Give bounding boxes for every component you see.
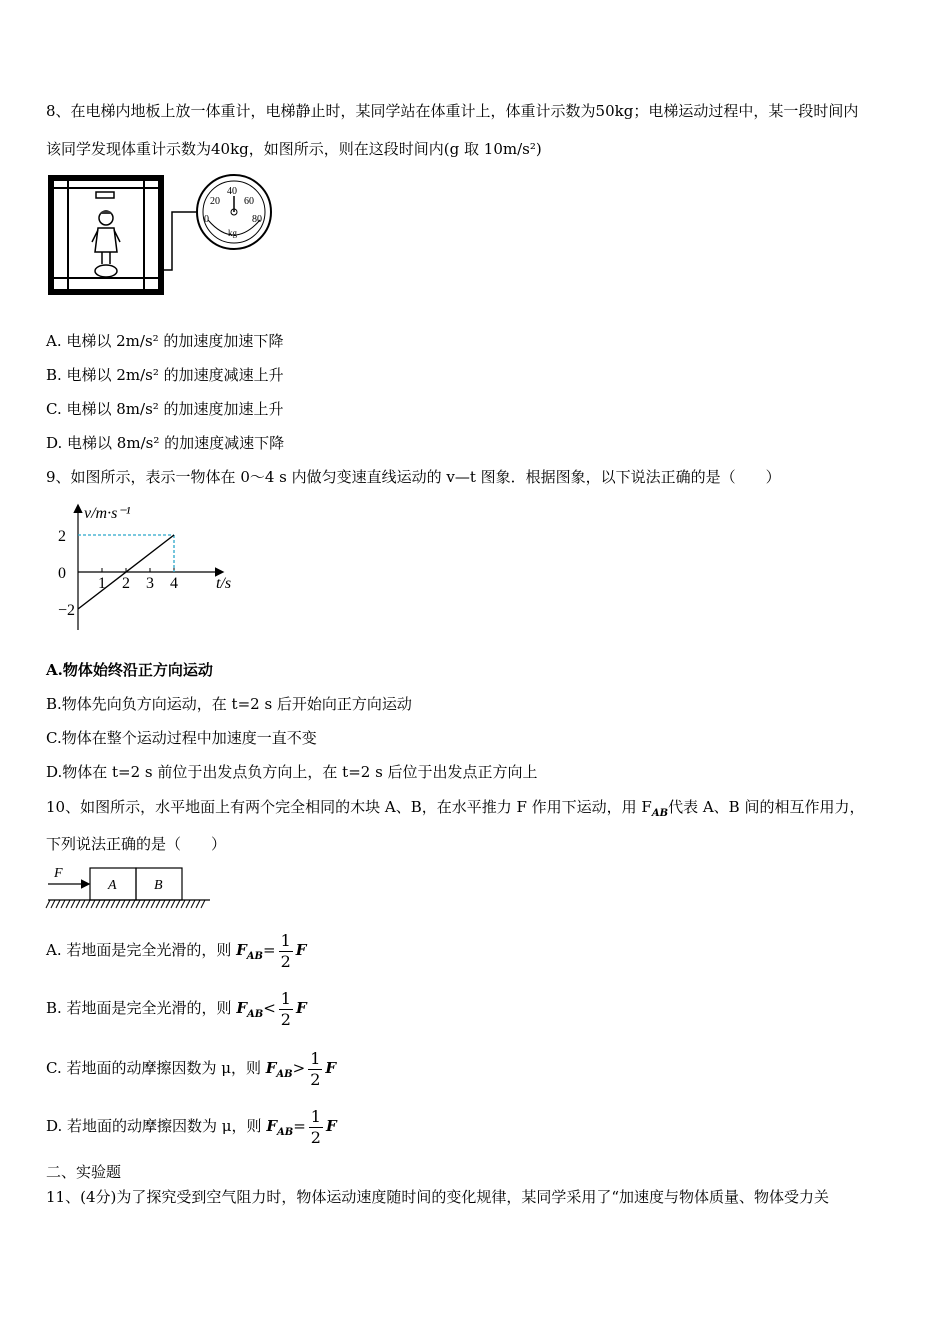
- y-tick-label: −2: [58, 602, 76, 619]
- svg-text:kg: kg: [228, 228, 237, 238]
- hatch-mark: [76, 900, 80, 908]
- hatch-mark: [51, 900, 55, 908]
- x-tick-label: 1: [98, 575, 106, 592]
- q8-option-b[interactable]: B. 电梯以 2m/s² 的加速度减速上升: [46, 366, 284, 384]
- q10-option-a[interactable]: A. 若地面是完全光滑的，则 $F_{AB}=$ $\frac{1}{2}$ F: [46, 930, 307, 971]
- svg-text:60: 60: [244, 196, 254, 207]
- hatch-mark: [61, 900, 65, 908]
- q10-stem-line2: 下列说法正确的是（ ）: [46, 835, 227, 853]
- hatch-mark: [181, 900, 185, 908]
- q8-option-c[interactable]: C. 电梯以 8m/s² 的加速度加速上升: [46, 400, 284, 418]
- hatch-mark: [136, 900, 140, 908]
- hatch-mark: [176, 900, 180, 908]
- hatch-mark: [171, 900, 175, 908]
- svg-text:0: 0: [204, 214, 209, 225]
- hatch-mark: [66, 900, 70, 908]
- q9-stem: 9、如图所示，表示一物体在 0～4 s 内做匀变速直线运动的 v—t 图象．根据图象，以下说法正确的是（ ）: [46, 468, 781, 486]
- q11-stem: 11、(4分)为了探究受到空气阻力时，物体运动速度随时间的变化规律，某同学采用了“加速度与物体质量、物体受力关: [46, 1188, 830, 1206]
- hatch-mark: [91, 900, 95, 908]
- svg-text:A: A: [108, 878, 117, 893]
- svg-text:80: 80: [252, 214, 262, 225]
- hatch-mark: [121, 900, 125, 908]
- hatch-mark: [146, 900, 150, 908]
- x-tick-label: 4: [170, 575, 178, 592]
- hatch-mark: [86, 900, 90, 908]
- svg-text:B: B: [154, 878, 163, 893]
- q9-option-c[interactable]: C.物体在整个运动过程中加速度一直不变: [46, 729, 317, 747]
- q10-option-c[interactable]: C. 若地面的动摩擦因数为 μ，则 $F_{AB}>$ $\frac{1}{2}$ F: [46, 1048, 337, 1089]
- hatch-mark: [191, 900, 195, 908]
- hatch-mark: [126, 900, 130, 908]
- hatch-mark: [166, 900, 170, 908]
- scale-platform: [95, 265, 117, 277]
- y-axis-label: v/m·s⁻¹: [84, 505, 131, 522]
- q9-option-b[interactable]: B.物体先向负方向运动，在 t=2 s 后开始向正方向运动: [46, 695, 412, 713]
- hatch-mark: [111, 900, 115, 908]
- section-title: 二、实验题: [46, 1163, 122, 1181]
- hatch-mark: [161, 900, 165, 908]
- q8-stem-line2: 该同学发现体重计示数为40kg，如图所示，则在这段时间内(g 取 10m/s²): [46, 140, 542, 158]
- q8-option-d[interactable]: D. 电梯以 8m/s² 的加速度减速下降: [46, 434, 285, 452]
- hatch-mark: [131, 900, 135, 908]
- q10-option-b[interactable]: B. 若地面是完全光滑的，则 $F_{AB}<$ $\frac{1}{2}$ F: [46, 988, 307, 1029]
- x-axis-label: t/s: [216, 575, 232, 592]
- svg-text:20: 20: [210, 196, 220, 207]
- vt-graph: [40, 498, 250, 633]
- q8-stem-line1: 8、在电梯内地板上放一体重计，电梯静止时，某同学站在体重计上，体重计示数为50kg；电梯运动过程中，某一段时间内: [46, 102, 859, 120]
- q9-option-d[interactable]: D.物体在 t=2 s 前位于出发点负方向上，在 t=2 s 后位于出发点正方向上: [46, 763, 538, 781]
- hatch-mark: [81, 900, 85, 908]
- hatch-mark: [116, 900, 120, 908]
- svg-text:40: 40: [227, 186, 237, 197]
- hatch-mark: [196, 900, 200, 908]
- person-icon: [92, 210, 120, 264]
- hatch-mark: [156, 900, 160, 908]
- hatch-mark: [201, 900, 205, 908]
- hatch-mark: [71, 900, 75, 908]
- hatch-mark: [101, 900, 105, 908]
- blocks-figure: [44, 862, 214, 914]
- hatch-mark: [106, 900, 110, 908]
- hatch-mark: [46, 900, 50, 908]
- x-tick-label: 2: [122, 575, 130, 592]
- q10-stem-line1: 10、如图所示，水平地面上有两个完全相同的木块 A、B，在水平推力 F 作用下运动，用 $F_{AB}$代表 A、B 间的相互作用力，: [46, 798, 865, 819]
- hatch-mark: [96, 900, 100, 908]
- q10-option-d[interactable]: D. 若地面的动摩擦因数为 μ，则 $F_{AB}=$ $\frac{1}{2}$ F: [46, 1106, 337, 1147]
- hatch-mark: [141, 900, 145, 908]
- elevator-scale-figure: [46, 170, 286, 300]
- x-tick-label: 3: [146, 575, 154, 592]
- ground-hatch: [46, 900, 205, 908]
- q9-option-a[interactable]: A.物体始终沿正方向运动: [46, 661, 213, 679]
- scale-dial: [197, 175, 271, 249]
- hatch-mark: [151, 900, 155, 908]
- y-tick-label: 0: [58, 565, 66, 582]
- force-label: F: [54, 866, 63, 881]
- hatch-mark: [56, 900, 60, 908]
- q8-option-a[interactable]: A. 电梯以 2m/s² 的加速度加速下降: [46, 332, 284, 350]
- y-tick-label: 2: [58, 528, 66, 545]
- hatch-mark: [186, 900, 190, 908]
